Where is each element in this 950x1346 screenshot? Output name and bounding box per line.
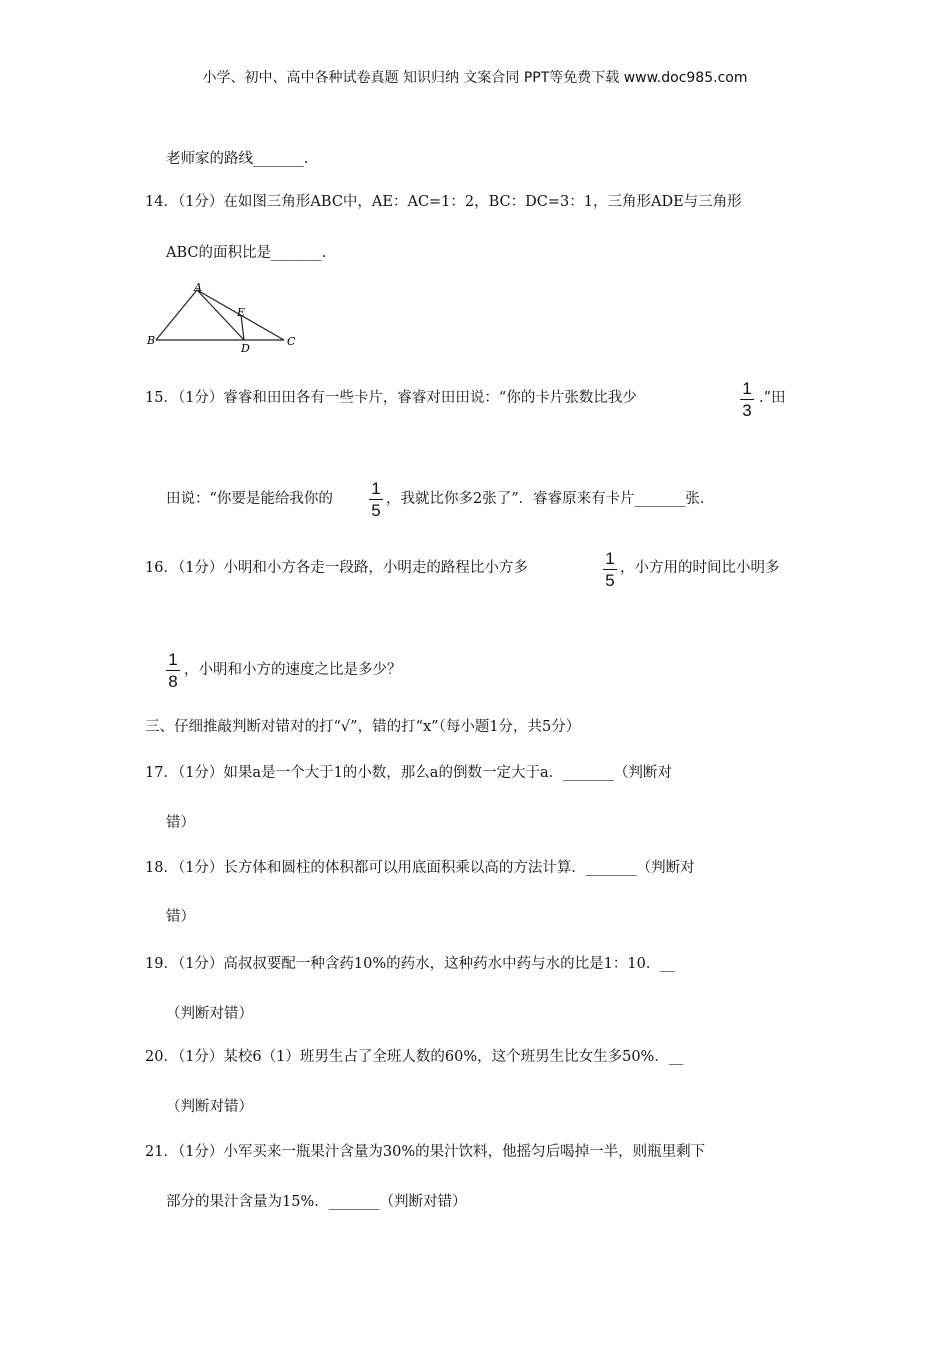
- fraction-numerator: 1: [605, 549, 615, 568]
- fraction-denominator: 8: [168, 672, 178, 691]
- triangle-figure: [140, 282, 310, 354]
- page-header: 小学、初中、高中各种试卷真题 知识归纳 文案合同 PPT等免费下载 www.doc985.com: [202, 70, 748, 86]
- label-b: B: [147, 334, 156, 347]
- q15-fraction-2: [369, 480, 383, 519]
- q21-line1: 21．（1分）小军买来一瓶果汁含量为30%的果汁饮料，他摇匀后喝掉一半，则瓶里剩下: [145, 1144, 706, 1160]
- fraction-denominator: 5: [605, 571, 615, 590]
- q13-tail: 老师家的路线_______.: [166, 151, 309, 167]
- q15-line2-a: 田说：“你要是能给我你的: [166, 491, 333, 507]
- q16-fraction-2: [166, 651, 180, 690]
- section-3-heading: 三、仔细推敲判断对错对的打“√”，错的打“x”（每小题1分，共5分）: [145, 719, 581, 735]
- q20-line1: 20．（1分）某校6（1）班男生占了全班人数的60%，这个班男生比女生多50%．__: [145, 1049, 684, 1065]
- q19-line2: （判断对错）: [166, 1006, 253, 1022]
- label-d: D: [241, 342, 250, 354]
- q17-line2: 错）: [166, 815, 195, 831]
- q16-fraction-1: [603, 550, 617, 589]
- q16-line1-a: 16．（1分）小明和小方各走一段路，小明走的路程比小方多: [145, 560, 528, 576]
- q19-line1: 19．（1分）高叔叔要配一种含药10%的药水，这种药水中药与水的比是1：10．__: [145, 956, 675, 972]
- q15-line1-a: 15．（1分）睿睿和田田各有一些卡片，睿睿对田田说：“你的卡片张数比我少: [145, 390, 637, 406]
- fraction-numerator: 1: [371, 479, 381, 498]
- label-c: C: [287, 335, 296, 348]
- label-a: A: [194, 282, 202, 294]
- q16-line2-b: ，小明和小方的速度之比是多少？: [184, 662, 402, 678]
- q15-fraction-1: [740, 380, 754, 419]
- q16-line1-b: ，小方用的时间比小明多: [620, 560, 780, 576]
- fraction-bar: [369, 499, 383, 500]
- q20-line2: （判断对错）: [166, 1099, 253, 1115]
- fraction-denominator: 3: [742, 401, 752, 420]
- q18-line1: 18．（1分）长方体和圆柱的体积都可以用底面积乘以高的方法计算．_______（判断对: [145, 860, 695, 876]
- fraction-bar: [740, 399, 754, 400]
- q18-line2: 错）: [166, 909, 195, 925]
- q15-line2-b: ，我就比你多2张了”．睿睿原来有卡片_______张．: [386, 491, 715, 507]
- q17-line1: 17．（1分）如果a是一个大于1的小数，那么a的倒数一定大于a．_______（判断对: [145, 765, 672, 781]
- fraction-bar: [166, 670, 180, 671]
- q15-line1-b: .”田: [759, 390, 786, 406]
- q21-line2: 部分的果汁含量为15%．_______（判断对错）: [166, 1194, 467, 1210]
- q14-line2: ABC的面积比是_______.: [166, 245, 327, 261]
- fraction-denominator: 5: [371, 501, 381, 520]
- label-e: E: [237, 306, 246, 319]
- side-ab: [156, 290, 197, 340]
- fraction-numerator: 1: [742, 379, 752, 398]
- fraction-numerator: 1: [168, 650, 178, 669]
- q14-line1: 14．（1分）在如图三角形ABC中，AE：AC=1：2，BC：DC=3：1，三角形ADE与三角形: [145, 194, 742, 210]
- fraction-bar: [603, 569, 617, 570]
